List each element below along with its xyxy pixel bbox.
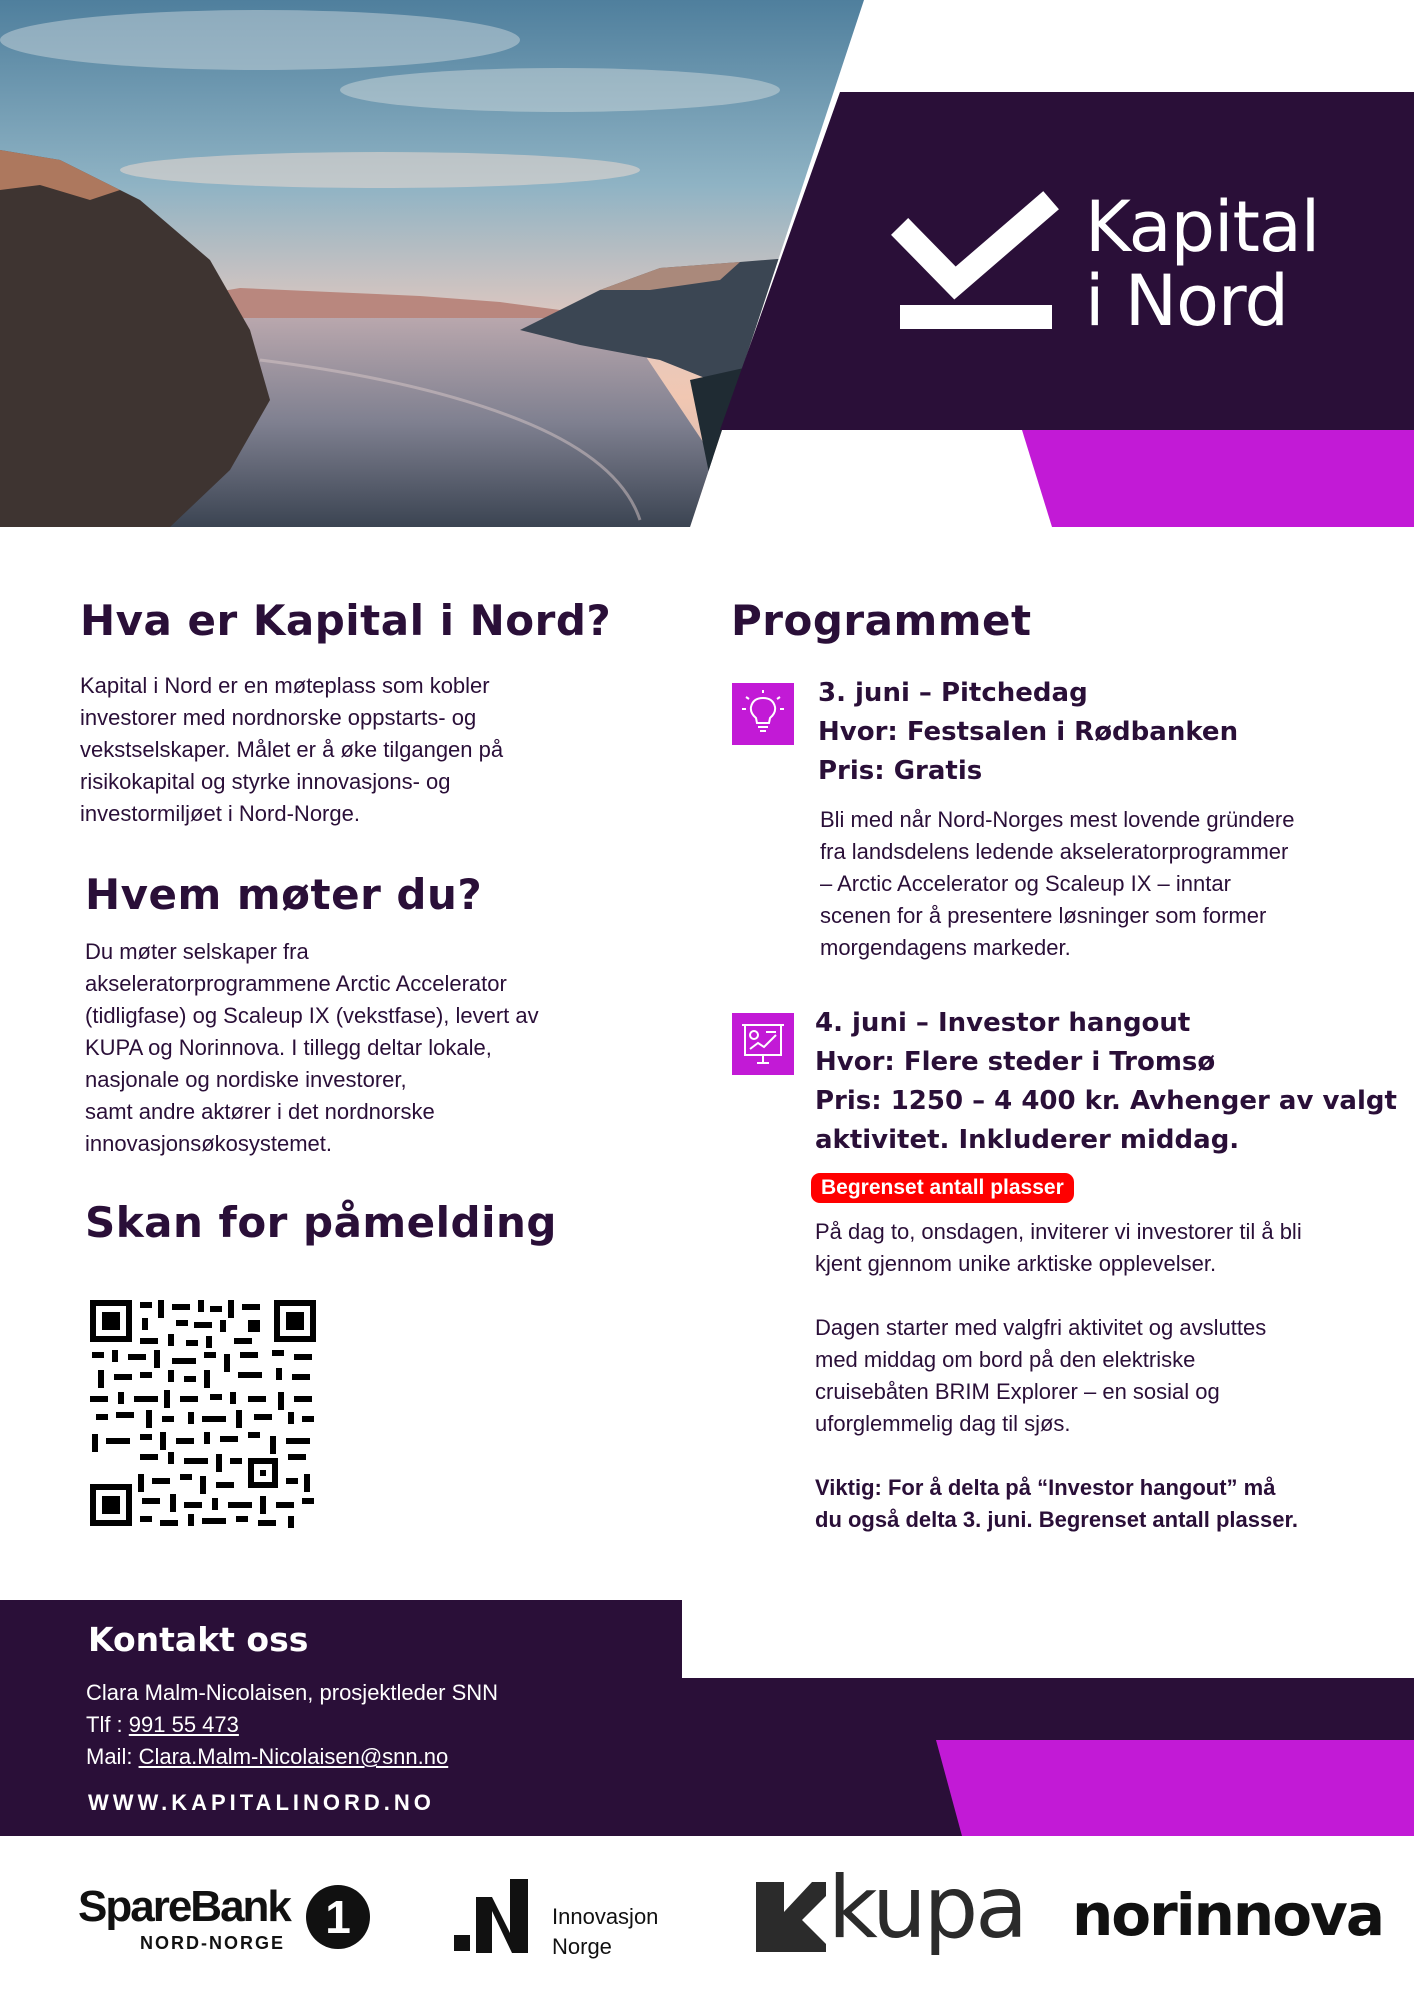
- limited-seats-badge: Begrenset antall plasser: [811, 1173, 1074, 1203]
- day2-p1-line: kjent gjennom unike arktiske opplevelser.: [815, 1251, 1217, 1276]
- phone-link[interactable]: 991 55 473: [128, 1712, 239, 1737]
- sparebank-region: NORD-NORGE: [140, 1933, 285, 1953]
- day2-p2-line: cruisebåten BRIM Explorer – en sosial og: [815, 1379, 1220, 1404]
- logo-line-1: Kapital: [1085, 186, 1320, 268]
- website-link[interactable]: WWW.KAPITALINORD.NO: [88, 1790, 435, 1815]
- day1-description: [820, 804, 1294, 964]
- day1-line: Bli med når Nord-Norges mest lovende gründere: [820, 807, 1295, 832]
- day1-details: [818, 674, 1238, 791]
- day2-p1-line: På dag to, onsdagen, inviterer vi investorer til å bli: [815, 1219, 1302, 1244]
- day2-icon-box: [732, 1013, 794, 1075]
- day1-line: – Arctic Accelerator og Scaleup IX – inntar: [820, 871, 1231, 896]
- sparebank-number-badge: 1: [306, 1885, 370, 1949]
- day2-p2-line: med middag om bord på den elektriske: [815, 1347, 1196, 1372]
- about-line: investormiljøet i Nord-Norge.: [80, 801, 360, 826]
- day2-price-line-2: aktivitet. Inkluderer middag.: [815, 1125, 1240, 1155]
- meet-line: innovasjonsøkosystemet.: [85, 1131, 332, 1156]
- contact-details: [86, 1677, 498, 1773]
- innovasjon-norge-text: [552, 1902, 658, 1962]
- day1-line: morgendagens markeder.: [820, 935, 1071, 960]
- day2-p2-line: uforglemmelig dag til sjøs.: [815, 1411, 1071, 1436]
- about-line: vekstselskaper. Målet er å øke tilgangen på: [80, 737, 504, 762]
- about-line: Kapital i Nord er en møteplass som kobler: [80, 673, 490, 698]
- lightbulb-icon: [732, 683, 794, 745]
- innovasjon-line-2: Norge: [552, 1934, 612, 1959]
- logo-line-2: i Nord: [1085, 260, 1288, 342]
- presentation-icon: [732, 1013, 794, 1075]
- logo-wordmark: [1085, 186, 1320, 342]
- day2-details: [815, 1004, 1397, 1160]
- meet-line: nasjonale og nordiske investorer,: [85, 1067, 407, 1092]
- fjord-photo: [0, 0, 870, 530]
- meet-line: Du møter selskaper fra: [85, 939, 309, 964]
- kupa-mark-icon: [756, 1882, 826, 1952]
- day1-line: scenen for å presentere løsninger som former: [820, 903, 1267, 928]
- paragraph-spacer: [815, 1280, 1302, 1312]
- program-heading: Programmet: [731, 596, 1032, 645]
- day2-p2-line: Dagen starter med valgfri aktivitet og avsluttes: [815, 1315, 1267, 1340]
- scan-heading: Skan for påmelding: [85, 1198, 557, 1247]
- meet-line: KUPA og Norinnova. I tillegg deltar lokale,: [85, 1035, 492, 1060]
- meet-line: akseleratorprogrammene Arctic Accelerator: [85, 971, 507, 996]
- day2-description: [815, 1216, 1302, 1536]
- registration-qr-code[interactable]: [88, 1298, 318, 1528]
- about-text: [80, 670, 503, 830]
- day2-title: 4. juni – Investor hangout: [815, 1008, 1191, 1038]
- contact-mail-row: [86, 1741, 498, 1773]
- meet-line: samt andre aktører i det nordnorske: [85, 1099, 435, 1124]
- innovasjon-line-1: Innovasjon: [552, 1904, 659, 1929]
- day1-icon-box: [732, 683, 794, 745]
- sparebank-name: SpareBank: [78, 1882, 290, 1931]
- kupa-wordmark: kupa: [828, 1858, 1025, 1958]
- sparebank-logo: [78, 1882, 351, 1954]
- paragraph-spacer: [815, 1440, 1302, 1472]
- mail-label: Mail:: [86, 1744, 139, 1769]
- email-link[interactable]: Clara.Malm-Nicolaisen@snn.no: [138, 1744, 449, 1769]
- magenta-accent-bottom: [936, 1740, 1414, 1836]
- contact-phone-row: [86, 1709, 498, 1741]
- day1-title: 3. juni – Pitchedag: [818, 678, 1088, 708]
- innovasjon-norge-mark-icon: [452, 1877, 532, 1957]
- norinnova-wordmark: norinnova: [1072, 1881, 1383, 1949]
- contact-person: Clara Malm-Nicolaisen, prosjektleder SNN: [86, 1680, 499, 1705]
- about-line: risikokapital og styrke innovasjons- og: [80, 769, 451, 794]
- day2-note-line: Viktig: For å delta på “Investor hangout” må: [815, 1475, 1276, 1500]
- magenta-accent-top: [1022, 430, 1414, 527]
- day1-where: Hvor: Festsalen i Rødbanken: [818, 717, 1239, 747]
- meet-line: (tidligfase) og Scaleup IX (vekstfase), levert av: [85, 1003, 539, 1028]
- day2-note-line: du også delta 3. juni. Begrenset antall plasser.: [815, 1507, 1298, 1532]
- day1-line: fra landsdelens ledende akseleratorprogrammer: [820, 839, 1289, 864]
- meet-text: [85, 936, 539, 1160]
- meet-heading: Hvem møter du?: [85, 870, 483, 919]
- phone-label: Tlf :: [86, 1712, 129, 1737]
- day2-where: Hvor: Flere steder i Tromsø: [815, 1047, 1216, 1077]
- about-line: investorer med nordnorske oppstarts- og: [80, 705, 477, 730]
- day1-price: Pris: Gratis: [818, 756, 983, 786]
- about-heading: Hva er Kapital i Nord?: [80, 596, 612, 645]
- contact-heading: Kontakt oss: [88, 1620, 309, 1659]
- day2-price-line-1: Pris: 1250 – 4 400 kr. Avhenger av valgt: [815, 1086, 1397, 1116]
